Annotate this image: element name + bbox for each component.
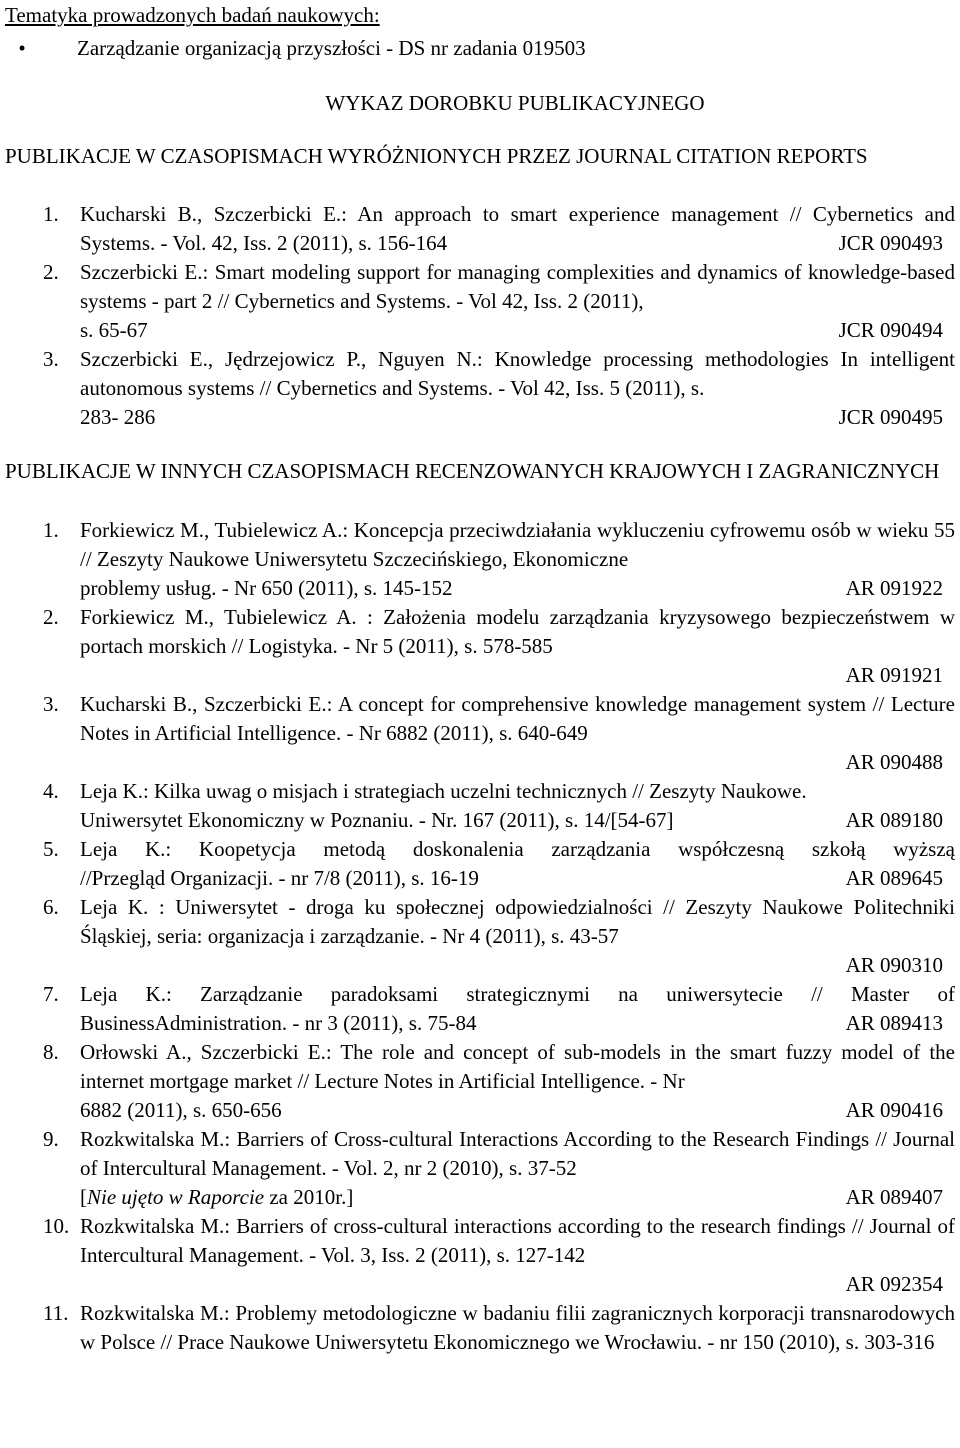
publication-item: [5, 835, 955, 893]
publication-number: 9.: [43, 1127, 59, 1151]
publication-citation: Forkiewicz M., Tubielewicz A.: Koncepcja przeciwdziałania wykluczeniu cyfrowemu osób w wieku 55 // Zeszyty Naukowe Uniwersytetu Szczecińskiego, Ekonomiczne: [80, 518, 955, 571]
publication-citation: Leja K. : Uniwersytet - droga ku społecznej odpowiedzialności // Zeszyty Naukowe Politechniki Śląskiej, seria: organizacja i zarządzanie. - Nr 4 (2011), s. 43-57: [80, 895, 955, 948]
publication-pages: //Przegląd Organizacji. - nr 7/8 (2011), s. 16-19: [80, 866, 479, 890]
publication-number: 4.: [43, 779, 59, 803]
publication-code: AR 089407: [845, 1185, 943, 1209]
publication-code: JCR 090493: [833, 229, 943, 258]
publication-citation: Szczerbicki E., Jędrzejowicz P., Nguyen N.: Knowledge processing methodologies In intelligent autonomous systems // Cybernetics and Systems. - Vol 42, Iss. 5 (2011), s.: [80, 347, 955, 400]
publication-citation: Rozkwitalska M.: Barriers of cross-cultural interactions according to the research findings // Journal of Intercultural Management. - Vol. 3, Iss. 2 (2011), s. 127-142: [80, 1214, 955, 1267]
publication-item: [5, 345, 955, 432]
publication-item: [5, 1212, 955, 1299]
publication-pages: 283- 286: [80, 405, 156, 429]
publication-pages: Uniwersytet Ekonomiczny w Poznaniu. - Nr. 167 (2011), s. 14/[54-67]: [80, 808, 674, 832]
publication-number: 11.: [43, 1301, 69, 1325]
publication-citation: Leja K.: Koopetycja metodą doskonalenia zarządzania współczesną szkołą wyższą: [80, 837, 955, 861]
publication-item: [5, 893, 955, 980]
publication-code: JCR 090494: [838, 318, 943, 342]
jcr-publication-list: [5, 200, 955, 432]
publication-item: [5, 516, 955, 603]
publication-number: 2.: [43, 260, 59, 284]
publication-item: [5, 1125, 955, 1212]
publication-code: AR 092354: [845, 1272, 943, 1296]
document-page: [5, 0, 955, 1357]
publication-number: 8.: [43, 1040, 59, 1064]
publication-number: 7.: [43, 982, 59, 1006]
publication-code: AR 091922: [845, 576, 943, 600]
publication-citation: Rozkwitalska M.: Barriers of Cross-cultural Interactions According to the Research Findings // Journal of Intercultural Management. - Vol. 2, nr 2 (2010), s. 37-52: [80, 1127, 955, 1180]
publication-pages: problemy usług. - Nr 650 (2011), s. 145-152: [80, 576, 453, 600]
topic-list-item: [5, 34, 955, 63]
bullet-icon: [5, 34, 39, 63]
publication-citation: Szczerbicki E.: Smart modeling support for managing complexities and dynamics of knowledge-based systems - part 2 // Cybernetics and Systems. - Vol 42, Iss. 2 (2011),: [80, 260, 955, 313]
publication-number: 1.: [43, 518, 59, 542]
publication-code: AR 089180: [845, 808, 943, 832]
publication-number: 10.: [43, 1214, 70, 1238]
publication-item: [5, 980, 955, 1038]
publication-note: [Nie ujęto w Raporcie za 2010r.]: [80, 1185, 354, 1209]
topic-text: Zarządzanie organizacją przyszłości - DS nr zadania 019503: [77, 36, 586, 60]
publication-item: [5, 200, 955, 258]
publication-item: [5, 690, 955, 777]
publication-citation: Kucharski B., Szczerbicki E.: An approach to smart experience management // Cybernetics and Systems. - Vol. 42, Iss. 2 (2011), s. 156-164: [80, 202, 955, 255]
publication-number: 5.: [43, 837, 59, 861]
publication-citation: Leja K.: Zarządzanie paradoksami strategicznymi na uniwersytecie // Master of: [80, 982, 955, 1006]
publication-number: 2.: [43, 605, 59, 629]
publication-item: [5, 1299, 955, 1357]
publication-code: JCR 090495: [838, 405, 943, 429]
publication-pages: BusinessAdministration. - nr 3 (2011), s. 75-84: [80, 1011, 477, 1035]
publication-code: AR 090416: [845, 1098, 943, 1122]
section-heading-jcr: PUBLIKACJE W CZASOPISMACH WYRÓŻNIONYCH PRZEZ JOURNAL CITATION REPORTS: [5, 144, 868, 168]
publication-item: [5, 1038, 955, 1125]
publication-number: 3.: [43, 692, 59, 716]
publication-pages: s. 65-67: [80, 318, 148, 342]
topic-heading: Tematyka prowadzonych badań naukowych:: [5, 3, 380, 27]
main-title: WYKAZ DOROBKU PUBLIKACYJNEGO: [325, 91, 705, 115]
publication-code: AR 089413: [845, 1011, 943, 1035]
publication-number: 1.: [43, 202, 59, 226]
publication-number: 6.: [43, 895, 59, 919]
publication-code: AR 090488: [845, 750, 943, 774]
publication-code: AR 091921: [845, 663, 943, 687]
publication-pages: 6882 (2011), s. 650-656: [80, 1098, 282, 1122]
publication-citation: Leja K.: Kilka uwag o misjach i strategiach uczelni technicznych // Zeszyty Naukowe.: [80, 779, 807, 803]
publication-citation: Kucharski B., Szczerbicki E.: A concept for comprehensive knowledge management system // Lecture Notes in Artificial Intelligence. - Nr 6882 (2011), s. 640-649: [80, 692, 955, 745]
publication-item: [5, 603, 955, 690]
publication-code: AR 090310: [845, 953, 943, 977]
publication-item: [5, 258, 955, 345]
publication-number: 3.: [43, 347, 59, 371]
other-publication-list: [5, 516, 955, 1357]
note-italic: Nie ujęto w Raporcie: [87, 1185, 265, 1209]
publication-citation: Rozkwitalska M.: Problemy metodologiczne w badaniu filii zagranicznych korporacji transnarodowych w Polsce // Prace Naukowe Uniwersytetu Ekonomicznego we Wrocławiu. - nr 150 (2010), s. 303-316: [80, 1301, 955, 1354]
publication-citation: Forkiewicz M., Tubielewicz A. : Założenia modelu zarządzania kryzysowego bezpieczeństwem w portach morskich // Logistyka. - Nr 5 (2011), s. 578-585: [80, 605, 955, 658]
section-heading-other: PUBLIKACJE W INNYCH CZASOPISMACH RECENZOWANYCH KRAJOWYCH I ZAGRANICZNYCH: [5, 459, 940, 483]
publication-code: AR 089645: [845, 866, 943, 890]
publication-item: [5, 777, 955, 835]
publication-citation: Orłowski A., Szczerbicki E.: The role and concept of sub-models in the smart fuzzy model of the internet mortgage market // Lecture Notes in Artificial Intelligence. - Nr: [80, 1040, 955, 1093]
